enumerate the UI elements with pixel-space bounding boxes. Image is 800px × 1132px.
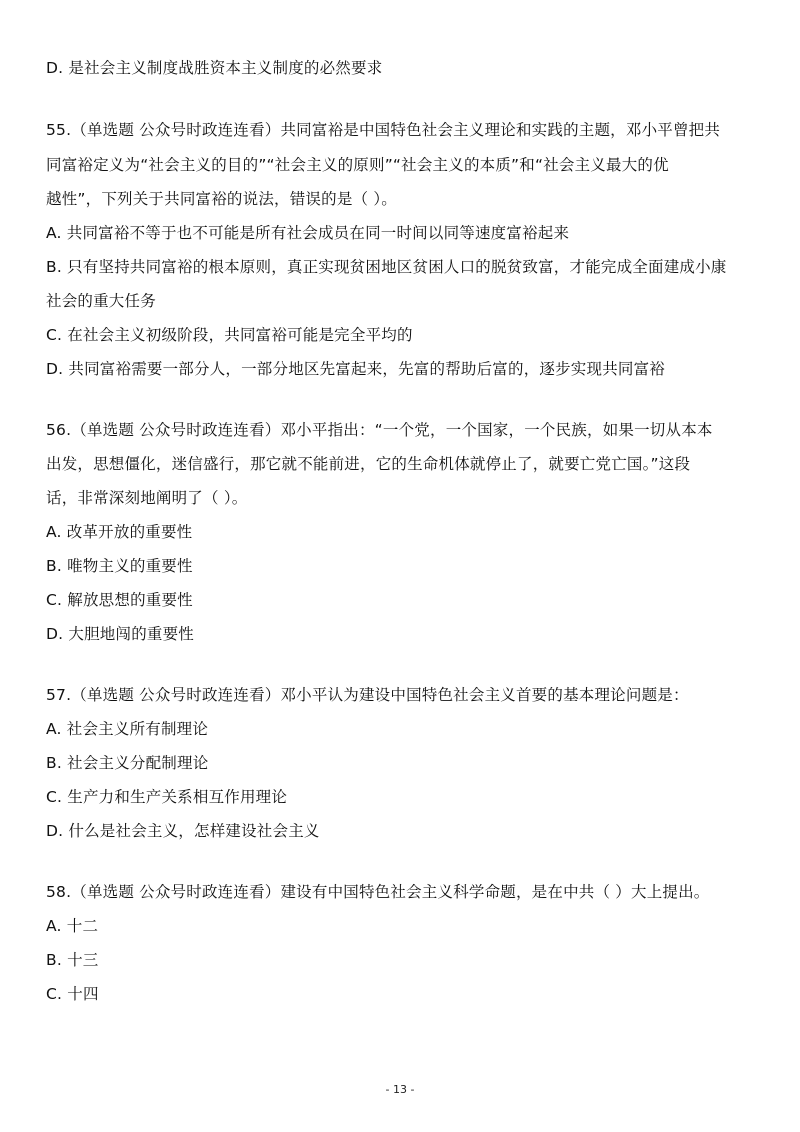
q58-option-a: A. 十二 xyxy=(46,917,99,935)
q56-option-a: A. 改革开放的重要性 xyxy=(46,523,193,541)
prev-question-option-d: D. 是社会主义制度战胜资本主义制度的必然要求 xyxy=(46,59,383,77)
q58-option-b: B. 十三 xyxy=(46,951,99,969)
q57-option-b: B. 社会主义分配制理论 xyxy=(46,754,209,772)
q55-stem-line-1: 55.（单选题 公众号时政连连看）共同富裕是中国特色社会主义理论和实践的主题，邓小平曾把共 xyxy=(46,121,721,139)
page-number: - 13 - xyxy=(385,1083,415,1096)
q55-option-b-line-1: B. 只有坚持共同富裕的根本原则，真正实现贫困地区贫困人口的脱贫致富，才能完成全面建成小康 xyxy=(46,258,727,276)
q56-stem-line-2: 出发，思想僵化，迷信盛行，那它就不能前进，它的生命机体就停止了，就要亡党亡国。”这段 xyxy=(46,455,691,473)
q56-stem-line-1: 56.（单选题 公众号时政连连看）邓小平指出：“一个党，一个国家，一个民族，如果一切从本本 xyxy=(46,421,713,439)
q57-option-c: C. 生产力和生产关系相互作用理论 xyxy=(46,788,288,806)
q56-option-d: D. 大胆地闯的重要性 xyxy=(46,625,194,643)
q55-option-a: A. 共同富裕不等于也不可能是所有社会成员在同一时间以同等速度富裕起来 xyxy=(46,224,570,242)
q57-stem: 57.（单选题 公众号时政连连看）邓小平认为建设中国特色社会主义首要的基本理论问题是： xyxy=(46,686,689,704)
q57-option-a: A. 社会主义所有制理论 xyxy=(46,720,209,738)
q55-option-b-line-2: 社会的重大任务 xyxy=(46,292,156,310)
q55-stem-line-2: 同富裕定义为“社会主义的目的”“社会主义的原则”“社会主义的本质”和“社会主义最大的优 xyxy=(46,156,669,174)
q55-option-d: D. 共同富裕需要一部分人，一部分地区先富起来，先富的帮助后富的，逐步实现共同富裕 xyxy=(46,360,665,378)
q55-stem-line-3: 越性”，下列关于共同富裕的说法，错误的是（ ）。 xyxy=(46,190,398,208)
q56-stem-line-3: 话，非常深刻地阐明了（ ）。 xyxy=(46,489,248,507)
q58-stem: 58.（单选题 公众号时政连连看）建设有中国特色社会主义科学命题，是在中共（ ）大上提出。 xyxy=(46,883,710,901)
q55-option-c: C. 在社会主义初级阶段，共同富裕可能是完全平均的 xyxy=(46,326,413,344)
q57-option-d: D. 什么是社会主义，怎样建设社会主义 xyxy=(46,822,320,840)
q56-option-c: C. 解放思想的重要性 xyxy=(46,591,193,609)
q56-option-b: B. 唯物主义的重要性 xyxy=(46,557,193,575)
q58-option-c: C. 十四 xyxy=(46,985,99,1003)
